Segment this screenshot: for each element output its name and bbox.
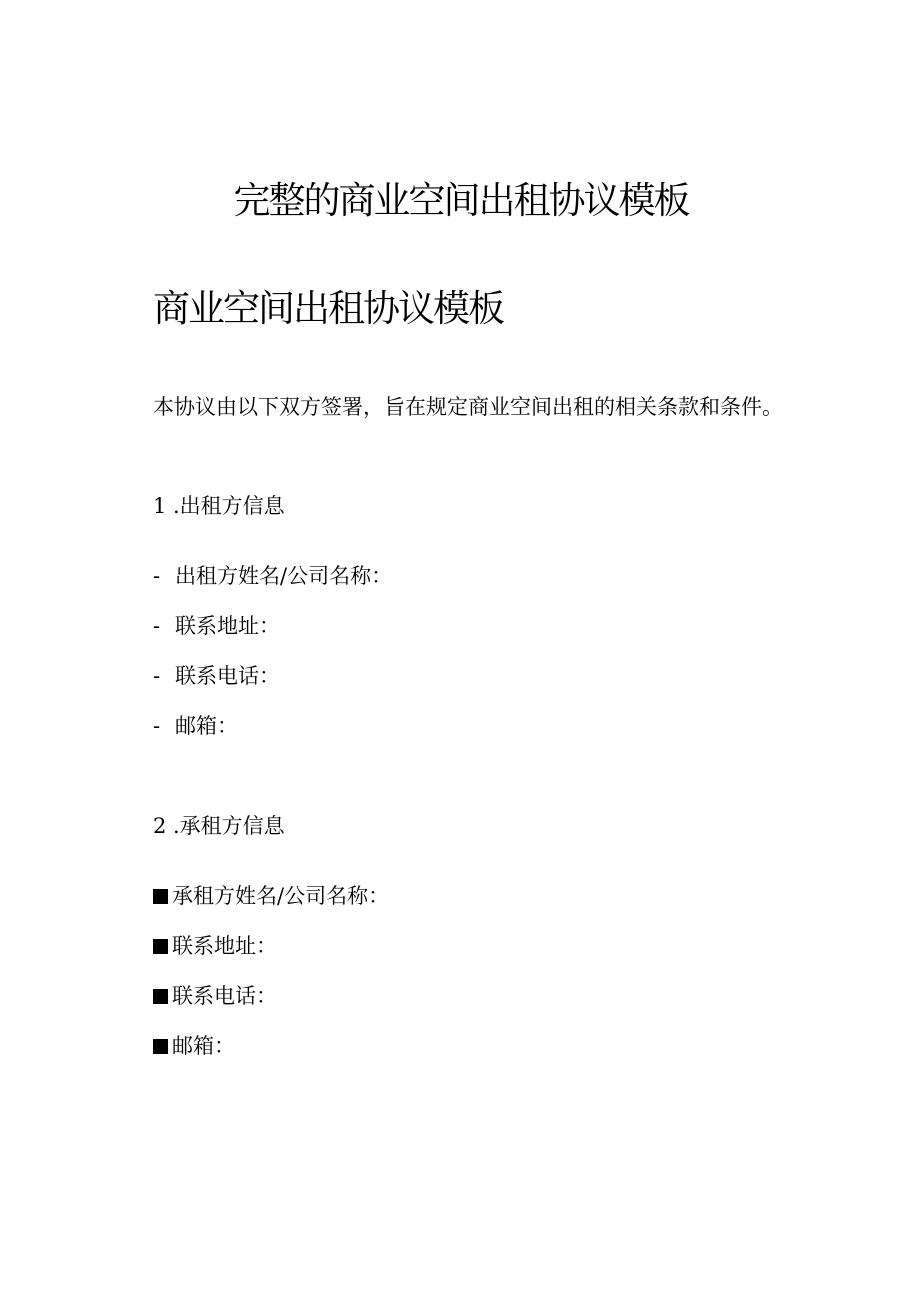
field-label: 邮箱： [175, 714, 238, 738]
field-label: 出租方姓名/公司名称： [175, 564, 393, 588]
intro-paragraph: 本协议由以下双方签署，旨在规定商业空间出租的相关条款和条件。 [153, 395, 783, 419]
lessee-address-field [153, 932, 277, 960]
field-label: 联系电话： [175, 664, 280, 688]
black-square-icon [153, 989, 168, 1004]
dash-bullet: - [153, 614, 161, 638]
lessee-email-field [153, 1032, 235, 1060]
black-square-icon [153, 1039, 168, 1054]
black-square-icon [153, 939, 168, 954]
dash-bullet: - [153, 564, 161, 588]
lessee-phone-field [153, 982, 277, 1010]
field-label: 联系电话： [172, 984, 277, 1008]
section-heading-text: .出租方信息 [173, 494, 285, 518]
field-label: 承租方姓名/公司名称： [172, 884, 390, 908]
dash-bullet: - [153, 664, 161, 688]
black-square-icon [153, 889, 168, 904]
lessor-section-heading [153, 492, 285, 520]
lessor-name-field [153, 562, 392, 590]
document-title: 完整的商业空间出租协议模板 [233, 179, 689, 222]
lessor-address-field [153, 612, 280, 640]
section-number: 2 [153, 814, 167, 838]
lessee-section-heading [153, 812, 285, 840]
field-label: 联系地址： [172, 934, 277, 958]
field-label: 邮箱： [172, 1034, 235, 1058]
dash-bullet: - [153, 714, 161, 738]
document-subtitle: 商业空间出租协议模板 [153, 287, 503, 330]
section-number: 1 [153, 494, 167, 518]
lessor-email-field [153, 712, 238, 740]
lessee-name-field [153, 882, 389, 910]
section-heading-text: .承租方信息 [173, 814, 285, 838]
field-label: 联系地址： [175, 614, 280, 638]
lessor-phone-field [153, 662, 280, 690]
